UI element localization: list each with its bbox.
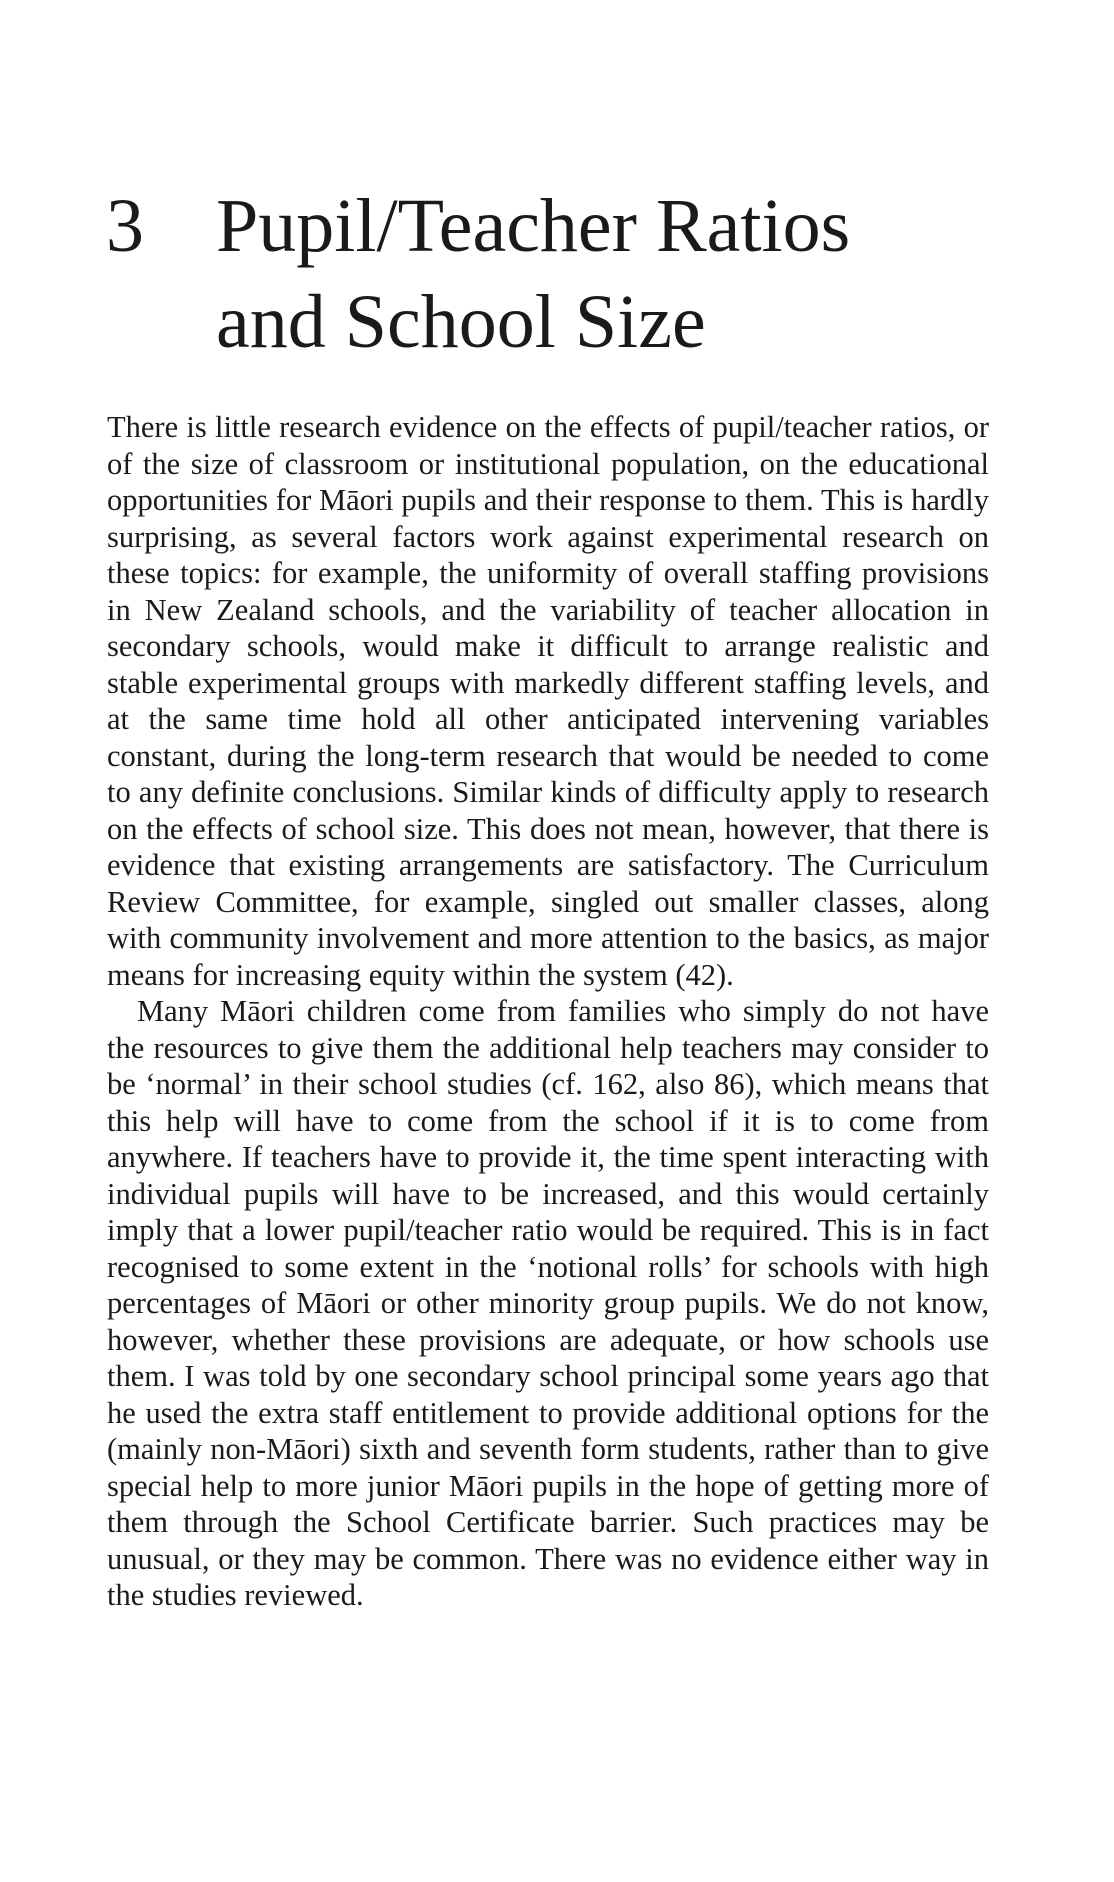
paragraph-1: There is little research evidence on the effects of pupil/teacher ratios, or of the size of classroom or institutional population, on the educational opportunities for Māori pupils and their response to them. This is hardly surprising, as several factors work against experimental research on these topics: for example, the uniformity of overall staffing provisions in New Zealand schools, and the variability of teacher allocation in secondary schools, would make it difficult to arrange realistic and stable experimental groups with markedly different staffing levels, and at the same time hold all other anticipated intervening variables constant, during the long-term research that would be needed to come to any definite conclusions. Similar kinds of difficulty apply to research on the effects of school size. This does not mean, however, that there is evidence that existing arrangements are satisfactory. The Curriculum Review Committee, for example, singled out smaller classes, along with community involvement and more attention to the basics, as major means for increasing equity within the system (42). (107, 410, 989, 992)
body-text (107, 409, 989, 1614)
chapter-title-line-1: Pupil/Teacher Ratios (216, 184, 851, 268)
chapter-title (216, 178, 976, 370)
paragraph-2: Many Māori children come from families who simply do not have the resources to give them the additional help teachers may consider to be ‘normal’ in their school studies (cf. 162, also 86), which means that this help will have to come from the school if it is to come from anywhere. If teachers have to provide it, the time spent interacting with individual pupils will have to be increased, and this would certainly imply that a lower pupil/teacher ratio would be required. This is in fact recognised to some extent in the ‘notional rolls’ for schools with high percentages of Māori or other minority group pupils. We do not know, however, whether these provisions are adequate, or how schools use them. I was told by one secondary school principal some years ago that he used the extra staff entitlement to provide additional options for the (mainly non-Māori) sixth and seventh form students, rather than to give special help to more junior Māori pupils in the hope of getting more of them through the School Certificate barrier. Such practices may be unusual, or they may be common. There was no evidence either way in the studies reviewed. (107, 994, 989, 1612)
chapter-title-line-2: and School Size (216, 280, 706, 364)
chapter-number: 3 (106, 184, 144, 268)
